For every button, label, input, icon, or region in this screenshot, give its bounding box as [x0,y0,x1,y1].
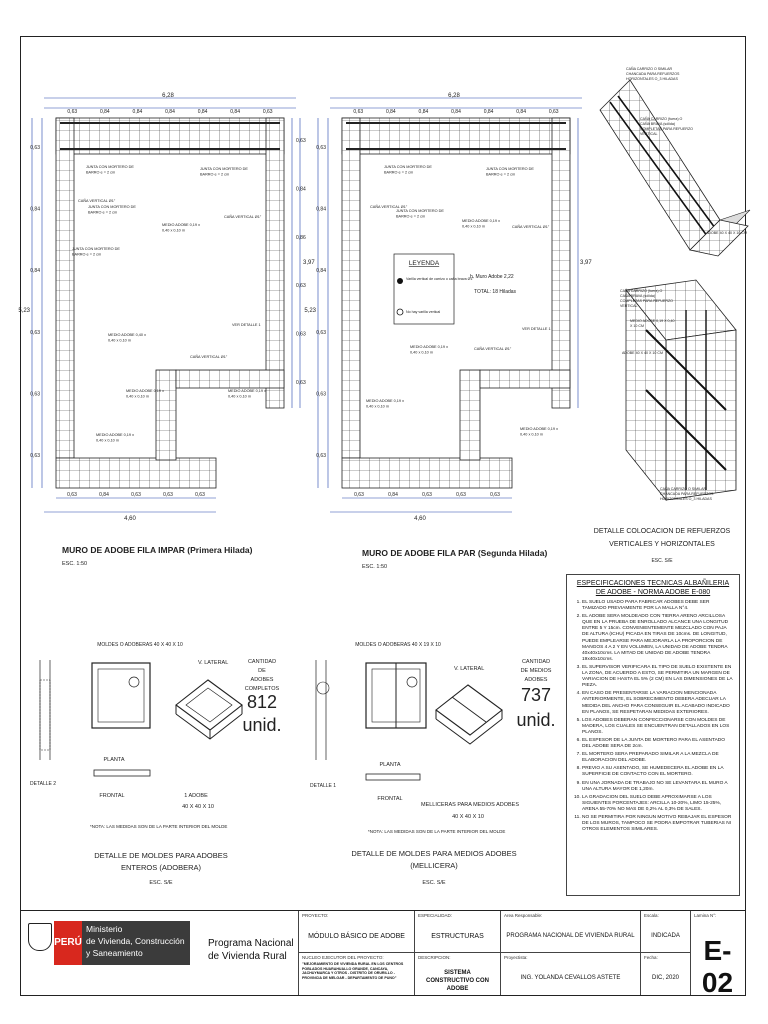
dim-segment: 0,84 [30,268,40,275]
plan-label: BARRO e = 2 cm [88,210,118,215]
reinforcement-label: CAÑA CARRIZO O SIMILAR [660,487,707,491]
plan-label: BARRO e = 2 cm [200,172,230,177]
dim-segment: 0,63 [354,492,364,498]
mold-half-frontal: FRONTAL [377,796,403,802]
spec-item: 6. EL ESPESOR DE LA JUNTA DE MORTERO PARA EL ASENTADO DEL ADOBE SERA DE 2cm. [582,738,734,750]
dim-total-top: 6,28 [162,93,174,99]
plan-label: BARRO e = 2 cm [396,214,426,219]
plan-label: 0,40 x 0,10 m [96,438,120,443]
plan-label: 0,40 x 0,10 m [228,394,252,399]
mold-half-adobe-label: MELLICERAS PARA MEDIOS ADOBES [420,802,520,808]
reinforcement-label: VERTICAL [640,132,658,136]
plan-label: MEDIO ADOBE 0,19 x [366,399,404,403]
nucleo-cell [298,953,414,995]
ministry-line-2: de Vivienda, Construcción [86,936,185,946]
spec-item: 3. EL SUPERVISOR VERIFICARA EL TIPO DE SUELO EXISTENTE EN LA ZONA, DE ACUERDO A ESTO, SE PERMITIRA UN MARGEN DE VARIACION DE HASTA EL 5% (2 CM) EN LAS DIMENSIONES DE LA PIEZA. [582,665,734,689]
count-whole-label-2: DE [258,668,266,674]
proyecto-value: MÓDULO BÁSICO DE ADOBE [308,933,405,940]
reinforcement-label: HORIZONTALES O_3 HILADAS [626,77,678,81]
dim-segment: 0,63 [30,144,40,151]
dim-segment: 0,63 [262,109,273,115]
nucleo-value: "MEJORAMIENTO DE VIVIENDA RURAL EN LOS CENTROS POBLADOS HUARAHUALLO GRANDE, CANCAYA, JACHUYMARCA Y OTROS - DISTRITO DE ORURILLO - PROVINCIA DE MELGAR - DEPARTAMENTO DE PUNO" [302,962,404,980]
plan-label: CAÑA VERTICAL Ø1" [474,347,512,351]
mold-whole-frontal: FRONTAL [99,793,125,799]
ministry-line-3: y Saneamiento [86,948,143,958]
mold-half-planta: PLANTA [379,762,401,768]
technical-specifications [566,574,740,896]
legend [394,254,474,324]
dim-top-segments [353,109,558,115]
mold-half-detail [310,642,556,886]
mold-whole-detail-label: DETALLE 2 [30,781,57,787]
plan-label: MEDIO ADOBE 0,19 x [96,433,134,437]
spec-item: 9. EN UNA JORNADA DE TRABAJO NO SE LEVANTARA EL MURO A UNA ALTURA MAYOR DE 1,20m. [582,781,734,793]
dim-segment: 0,63 [296,331,306,338]
spec-item: 1. EL SUELO USADO PARA FABRICAR ADOBES DEBE SER TAMIZADO PREVIAMENTE POR LA MALLA N°4. [582,600,734,612]
lamina-label: Lamina N°: [694,913,717,918]
plan-label: 0,40 x 0,10 m [520,432,544,437]
reinforcement-label: CAÑA CARRIZO (fuera) O [640,117,683,121]
reinforcement-title-1: DETALLE COLOCACION DE REFUERZOS [593,528,731,535]
escala-value: INDICADA [651,933,680,939]
reinforcement-label: ADOBE 40 X 40 X 10 CM [622,351,663,355]
proyectista-cell [500,953,640,995]
legend-item-none: No hay varilla vertical [406,310,441,314]
dim-segment: 0,63 [296,379,306,386]
mold-half-title-2: (MELLICERA) [410,861,458,870]
mold-whole-title-2: ENTEROS (ADOBERA) [120,863,202,872]
especialidad-label: ESPECIALIDAD: [418,913,453,918]
plan-odd-title: MURO DE ADOBE FILA IMPAR (Primera Hilada) [62,545,253,555]
plan-label: 0,40 x 0,10 m [366,404,390,409]
reinforcement-scale: ESC. S/E [651,558,673,564]
dim-segment: 0,63 [67,492,77,498]
ministry-name [82,921,190,965]
dim-right-total: 3,97 [303,260,315,266]
specs-list [572,600,734,833]
spec-item: 7. EL MORTERO SERA PREPARADO SIMILAR A LA MEZCLA DE ELABORACION DEL ADOBE. [582,752,734,764]
dim-segment: 0,63 [195,492,205,498]
reinforcement-label: MEDIO ADOBE 0,19 X 0,40 [630,319,675,323]
mold-whole-title-1: DETALLE DE MOLDES PARA ADOBES [94,851,228,860]
count-half-label-3: ADOBES [524,677,548,683]
plan-label: VER DETALLE 1 [232,323,261,327]
mold-whole-planta: PLANTA [103,757,125,763]
spec-item: 11. NO SE PERMITIRA POR NINGUN MOTIVO REBAJAR EL ESPESOR DE LOS MUROS, TAMPOCO SE PODRA EMPOTRAR TUBERIAS NI OTROS ELEMENTOS SIMILARES. [582,815,734,833]
plan-label: BARRO e = 2 cm [72,252,102,257]
plan-label: MEDIO ADOBE 0,19 x [126,389,164,393]
count-whole-value: 812 [246,692,278,712]
ministry-logo-block [20,911,202,995]
plan-odd [18,93,315,522]
dim-segment: 0,63 [30,329,40,336]
dim-segment: 0,63 [296,138,306,145]
dim-segment: 0,84 [197,109,208,115]
proyecto-cell [298,911,414,953]
reinforcement-label: CAÑA CARRIZO O SIMILAR [626,67,673,71]
program-name [208,937,294,963]
plan-odd-scale: ESC. 1:50 [62,561,88,567]
dim-segment: 0,63 [316,391,326,398]
dim-left-total: 5,23 [304,308,316,314]
count-whole-unit: unid. [242,715,282,735]
dim-segment: 0,63 [163,492,173,498]
reinforcement-title-2: VERTICALES Y HORIZONTALES [609,541,715,548]
dim-segment: 0,63 [316,453,326,460]
specs-title-2: DE ADOBE - NORMA ADOBE E-080 [595,589,711,596]
mold-half-header: MOLDES O ADOBERAS 40 X 19 X 10 [355,642,441,648]
fecha-label: Fecha: [644,955,658,960]
reinforcement-label: X 10 CM [630,324,644,328]
count-half-value: 737 [520,685,552,705]
mold-whole-scale: ESC. S/E [149,880,173,886]
count-half-label-1: CANTIDAD [521,659,551,665]
reinforcement-label: CHANCADA PARA REFUERZOS [626,72,680,76]
reinforcement-label: HORIZONTALES O_3 HILADAS [660,497,712,501]
legend-title: LEYENDA [408,260,440,267]
total-rows-text: TOTAL: 18 Hiladas [474,289,517,295]
dim-left-total: 5,23 [18,308,30,314]
specs-title-1: ESPECIFICACIONES TECNICAS ALBAÑILERIA [576,580,730,587]
plan-label: JUNTA CON MORTERO DE [486,167,534,171]
mold-whole-header: MOLDES O ADOBERAS 40 X 40 X 10 [97,642,183,648]
fecha-cell [640,953,690,995]
plan-label: BARRO e = 2 cm [86,170,116,175]
reinforcement-label: CAÑA BRAVA (sólida) [620,294,656,298]
lamina-value: E-02 [701,935,734,998]
count-whole-label-4: COMPLETOS [244,686,280,692]
plan-label: MEDIO ADOBE 0,19 x [520,427,558,431]
mold-whole-vlateral: V. LATERAL [198,660,229,666]
reinforcement-label: CAÑA CARRIZO (fuera) O [620,289,663,293]
plan-label: CAÑA VERTICAL Ø1" [224,215,262,219]
dim-segment: 0,84 [316,206,326,213]
mold-whole-adobe-dims: 40 X 40 X 10 [182,804,214,810]
plan-label: 0,40 x 0,10 m [126,394,150,399]
dim-top-segments [67,109,272,115]
dim-segment: 0,84 [385,109,396,115]
dim-segment: 0,84 [388,492,398,498]
plan-label: CAÑA VERTICAL Ø1" [78,199,116,203]
plan-label: 0,40 x 0,10 m [108,338,132,343]
reinforcement-label: COMPLETAS PARA REFUERZO [620,299,673,303]
plan-even-title: MURO DE ADOBE FILA PAR (Segunda Hilada) [362,548,548,558]
nucleo-label: NUCLEO EJECUTOR DEL PROYECTO: [302,955,384,960]
dim-segment: 0,63 [296,283,306,290]
plan-label: JUNTA CON MORTERO DE [384,165,432,169]
fecha-value: DIC, 2020 [651,975,679,981]
plan-label: CAÑA VERTICAL Ø1" [190,355,228,359]
plan-label: BARRO e = 2 cm [384,170,414,175]
plan-label: JUNTA CON MORTERO DE [396,209,444,213]
especialidad-cell [414,911,500,953]
plan-label: JUNTA CON MORTERO DE [72,247,120,251]
dim-total-bottom: 4,60 [124,516,136,522]
count-whole-label-1: CANTIDAD [247,659,277,665]
area-cell [500,911,640,953]
title-block [20,910,746,996]
program-line-2: de Vivienda Rural [208,951,287,962]
plan-label: VER DETALLE 1 [522,327,551,331]
proyecto-label: PROYECTO: [302,913,329,918]
reinforcement-detail [594,66,750,564]
dim-segment: 0,84 [165,109,175,115]
count-half-label-2: DE MEDIOS [520,668,552,674]
dim-segment: 0,84 [316,268,326,275]
spec-item: 10. LA GRADACION DEL SUELO DEBE APROXIMARSE A LOS SIGUIENTES PORCENTAJES: ARCILLA 10-20%, LIMO 15-25%, ARENA 55-70% NO MAS DE 0,2% AL 0,3% DE SALES. [582,795,734,813]
area-label: Area Responsable: [504,913,543,918]
escala-cell [640,911,690,953]
count-whole-label-3: ADOBES [250,677,274,683]
mold-half-title-1: DETALLE DE MOLDES PARA MEDIOS ADOBES [351,849,517,858]
area-value: PROGRAMA NACIONAL DE VIVIENDA RURAL [506,933,635,939]
mold-half-scale: ESC. S/E [422,880,446,886]
proyectista-value: ING. YOLANDA CEVALLOS ASTETE [520,975,621,981]
especialidad-value: ESTRUCTURAS [431,933,484,940]
ministry-line-1: Ministerio [86,924,123,934]
dim-segment: 0,84 [516,109,527,115]
dim-segment: 0,63 [353,109,364,115]
dim-segment: 0,84 [230,109,241,115]
plan-even [304,93,592,522]
dim-total-top: 6,28 [448,93,460,99]
descripcion-label: DESCRIPCION: [418,955,451,960]
plan-label: BARRO e = 2 cm [486,172,516,177]
dim-segment: 0,84 [418,109,429,115]
wall-height-text: h. Muro Adobe 2,22 [470,274,514,280]
spec-item: 5. LOS ADOBES DEBERAN CONFECCIONARSE CON MOLDES DE MADERA, LOS CUALES SE ENCUENTRAN DETALLADOS EN LOS PLANOS. [582,718,734,736]
dim-bottom-segments [67,492,205,498]
dim-segment: 0,63 [490,492,500,498]
dim-segment: 0,63 [456,492,466,498]
reinforcement-label: CHANCADA PARA REFUERZOS [660,492,714,496]
dim-segment: 0,84 [451,109,461,115]
plan-label: 0,40 x 0,10 m [462,224,486,229]
peru-shield-icon [28,923,52,951]
dim-segment: 0,63 [30,391,40,398]
mold-half-vlateral: V. LATERAL [454,666,485,672]
reinforcement-label: COMPLETAS PARA REFUERZO [640,127,693,131]
plan-label: JUNTA CON MORTERO DE [86,165,134,169]
dim-segment: 0,84 [296,186,306,193]
dim-total-bottom: 4,60 [414,516,426,522]
reinforcement-label: ADOBE 40 X 40 X 10 CM [706,231,747,235]
plan-label: MEDIO ADOBE 0,40 x [108,333,146,337]
plan-even-scale: ESC. 1:50 [362,564,388,570]
legend-item-cane: Varilla vertical de carrizo o caña brava Ø1" [406,277,474,281]
plan-label: 0,40 x 0,10 m [410,350,434,355]
plan-label: JUNTA CON MORTERO DE [88,205,136,209]
descripcion-value: SISTEMA CONSTRUCTIVO CON ADOBE [426,970,489,992]
plan-label: MEDIO ADOBE 0,19 x [462,219,500,223]
dim-segment: 0,63 [131,492,141,498]
dim-bottom-segments [354,492,500,498]
mold-half-adobe-dims: 40 X 40 X 10 [452,814,484,820]
plan-label: MEDIO ADOBE 0,19 x [228,389,266,393]
dim-segment: 0,84 [99,109,110,115]
mold-whole-detail [30,642,282,886]
dim-segment: 0,86 [296,234,306,241]
dim-segment: 0,63 [30,453,40,460]
dim-segment: 0,84 [99,492,109,498]
plan-label: JUNTA CON MORTERO DE [200,167,248,171]
mold-half-detail-label: DETALLE 1 [310,783,337,789]
plan-label: MEDIO ADOBE 0,19 x [410,345,448,349]
plan-label: CAÑA VERTICAL Ø1" [512,225,550,229]
plan-label: 0,40 x 0,10 m [162,228,186,233]
program-line-1: Programa Nacional [208,938,294,949]
dim-right-total: 3,97 [580,260,592,266]
dim-segment: 0,63 [316,144,326,151]
spec-item: 8. PREVIO A SU ASENTADO, SE HUMEDECERA EL ADOBE EN LA SUPERFICIE DE CONTACTO CON EL MORTERO. [582,766,734,778]
plan-label: MEDIO ADOBE 0,19 x [162,223,200,227]
dim-segment: 0,63 [316,329,326,336]
mold-whole-adobe-label: 1 ADOBE [184,793,208,799]
dim-segment: 0,63 [67,109,78,115]
dim-segment: 0,84 [483,109,494,115]
count-half-unit: unid. [516,710,556,730]
plan-label: CAÑA VERTICAL Ø1" [370,205,408,209]
proyectista-label: Proyectista: [504,955,528,960]
dim-segment: 0,84 [132,109,143,115]
escala-label: Escala: [644,913,659,918]
reinforcement-label: CAÑA BRAVA (sólida) [640,122,676,126]
dim-segment: 0,63 [548,109,559,115]
reinforcement-label: VERTICAL [620,304,638,308]
mold-half-note: *NOTA: LAS MEDIDAS SON DE LA PARTE INTERIOR DEL MOLDE [368,829,506,834]
country-badge: PERÚ [54,921,82,965]
dim-segment: 0,63 [422,492,432,498]
spec-item: 4. EN CASO DE PRESENTARSE LA VARIACION MENCIONADA ANTERIORMENTE, EL SOBRECIMIENTO DEBERA ADECUAR LA MEDIDA DEL ANCHO PARA CONSEGUIR EL ACABADO INDICADO EN PLANOS, SE RESPETARAN MEDIDAS EXTERIORES. [582,691,734,715]
lamina-cell [690,911,744,998]
mold-whole-note: *NOTA: LAS MEDIDAS SON DE LA PARTE INTERIOR DEL MOLDE [90,824,228,829]
dim-segment: 0,84 [30,206,40,213]
spec-item: 2. EL ADOBE SERA MOLDEADO CON TIERRA ARENO ARCILLOSA QUE EN LA PRUEBA DE ENROLLADO ALCANCE UNA LONGITUD ENTRE 5 Y 15cm. CONVENIENTEMENTE MEZCLADO CON PAJA DE ALTURA (ICHU) PICADA EN TIRAS DE 10cms. DE LONGITUD, PUEDE EMPLEARSE PARA MEJORARLA LA PROPORCION DE MANGOS 4 A 2 Y EN VOLUMEN, LA UNIDAD DE ADOBE TENDRA 40x40x10cms. LA MITAD DE UNIDAD DE ADOBE TENDRA 19x40x10cms. [582,614,734,663]
program-block [202,911,298,995]
descripcion-cell [414,953,500,995]
